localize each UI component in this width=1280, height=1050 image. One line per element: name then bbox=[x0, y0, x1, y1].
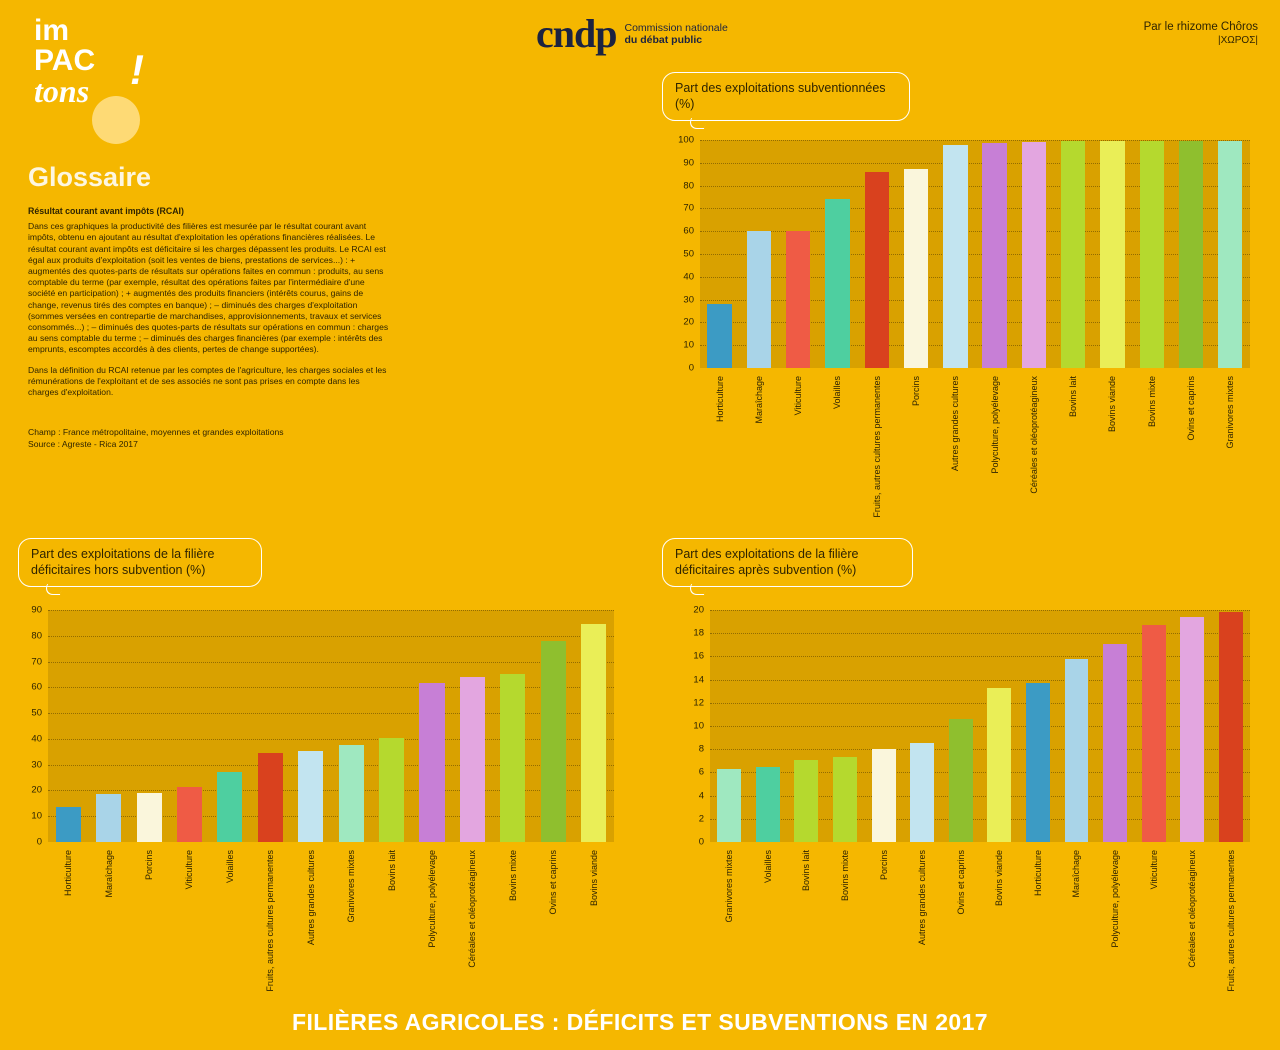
y-tick-label: 0 bbox=[36, 836, 42, 848]
bar[interactable] bbox=[379, 738, 404, 842]
bar[interactable] bbox=[943, 145, 967, 368]
bar-cell bbox=[331, 610, 371, 842]
bar[interactable] bbox=[1142, 625, 1166, 842]
x-tick-label: Volailles bbox=[224, 850, 235, 884]
glossary-body bbox=[28, 206, 392, 450]
bar[interactable] bbox=[1026, 683, 1050, 842]
bar-cell bbox=[1019, 610, 1058, 842]
y-tick-label: 16 bbox=[693, 650, 704, 662]
y-tick-label: 70 bbox=[31, 656, 42, 668]
y-tick-label: 30 bbox=[683, 294, 694, 306]
y-tick-label: 80 bbox=[31, 630, 42, 642]
cndp-subtitle-line-2: du débat public bbox=[624, 34, 703, 46]
bar-cell bbox=[710, 610, 749, 842]
y-tick-label: 100 bbox=[678, 134, 694, 146]
x-tick-label: Bovins viande bbox=[1107, 376, 1118, 433]
cndp-logo bbox=[536, 11, 728, 56]
y-tick-label: 60 bbox=[683, 225, 694, 237]
bar-cell bbox=[371, 610, 411, 842]
chart-bars-aidees bbox=[700, 140, 1250, 368]
y-tick-label: 10 bbox=[683, 339, 694, 351]
bar-cell bbox=[1096, 610, 1135, 842]
y-tick-label: 50 bbox=[683, 248, 694, 260]
chart-plot-area-deficit_hors_subvention bbox=[48, 610, 614, 842]
glossary-champ: Champ : France métropolitaine, moyennes et grandes exploitations bbox=[28, 427, 284, 438]
bar[interactable] bbox=[1103, 644, 1127, 842]
x-tick-label: Viticulture bbox=[1148, 850, 1159, 890]
x-tick-label: Polyculture, polyélevage bbox=[427, 850, 437, 948]
chart-y-axis-aidees bbox=[660, 134, 694, 374]
x-tick-label: Maraîchage bbox=[1071, 850, 1082, 898]
bar-cell bbox=[1212, 610, 1251, 842]
chart-plot-area-aidees bbox=[700, 140, 1250, 368]
y-tick-label: 8 bbox=[698, 743, 704, 755]
y-tick-label: 0 bbox=[698, 836, 704, 848]
bar[interactable] bbox=[1061, 141, 1085, 368]
glossary-source: Source : Agreste - Rica 2017 bbox=[28, 439, 138, 450]
y-tick-label: 18 bbox=[693, 627, 704, 639]
y-tick-label: 90 bbox=[31, 604, 42, 616]
glossary-source-block bbox=[28, 426, 392, 450]
y-tick-label: 90 bbox=[683, 157, 694, 169]
x-tick-label: Porcins bbox=[878, 850, 889, 881]
bar[interactable] bbox=[500, 674, 525, 842]
bar[interactable] bbox=[1140, 141, 1164, 368]
logo-line-1: im bbox=[34, 14, 70, 47]
bar[interactable] bbox=[1100, 141, 1124, 368]
bar[interactable] bbox=[541, 641, 566, 842]
bar[interactable] bbox=[872, 749, 896, 842]
bar-cell bbox=[903, 610, 942, 842]
credit-line-1: Par le rhizome Chôros bbox=[1143, 21, 1258, 33]
chart-ylabel-callout-deficit_apres_subvention: Part des exploitations de la filière déficitaires après subvention (%) bbox=[662, 538, 913, 587]
logo-line-3: tons bbox=[34, 73, 90, 109]
bar[interactable] bbox=[298, 751, 323, 843]
bar-cell bbox=[941, 610, 980, 842]
x-tick-label: Bovins viande bbox=[994, 850, 1005, 907]
bar[interactable] bbox=[1180, 617, 1204, 842]
x-tick-label: Ovins et caprins bbox=[955, 850, 966, 915]
bar-cell bbox=[896, 140, 935, 368]
bar[interactable] bbox=[1218, 141, 1242, 368]
bar-cell bbox=[1134, 610, 1173, 842]
x-tick-label: Bovins lait bbox=[801, 850, 812, 892]
bar-cell bbox=[787, 610, 826, 842]
y-tick-label: 10 bbox=[31, 810, 42, 822]
logo-text bbox=[34, 14, 96, 109]
y-tick-label: 30 bbox=[31, 759, 42, 771]
bar[interactable] bbox=[825, 199, 849, 368]
bar-cell bbox=[493, 610, 533, 842]
bar-cell bbox=[936, 140, 975, 368]
bar-cell bbox=[700, 140, 739, 368]
x-tick-label: Bovins mixte bbox=[1146, 376, 1157, 428]
x-tick-label: Ovins et caprins bbox=[1186, 376, 1197, 441]
bar[interactable] bbox=[833, 757, 857, 842]
bar-cell bbox=[250, 610, 290, 842]
x-tick-label: Bovins lait bbox=[1068, 376, 1079, 418]
x-tick-label: Bovins viande bbox=[588, 850, 599, 907]
x-tick-label: Bovins lait bbox=[386, 850, 397, 892]
bar[interactable] bbox=[717, 769, 741, 842]
y-tick-label: 20 bbox=[693, 604, 704, 616]
bar-cell bbox=[210, 610, 250, 842]
impactons-logo bbox=[26, 12, 156, 132]
bar-cell bbox=[857, 140, 896, 368]
bar[interactable] bbox=[747, 231, 771, 368]
y-tick-label: 70 bbox=[683, 202, 694, 214]
glossary-title: Glossaire bbox=[28, 162, 152, 192]
bar[interactable] bbox=[460, 677, 485, 842]
x-tick-label: Granivores mixtes bbox=[724, 850, 735, 923]
x-tick-label: Volailles bbox=[832, 376, 843, 410]
bar[interactable] bbox=[581, 624, 606, 842]
y-tick-label: 80 bbox=[683, 180, 694, 192]
cndp-wordmark: cndp bbox=[536, 11, 617, 56]
bar-cell bbox=[533, 610, 573, 842]
bar[interactable] bbox=[910, 743, 934, 842]
y-tick-label: 40 bbox=[31, 733, 42, 745]
bar-cell bbox=[169, 610, 209, 842]
bar-cell bbox=[864, 610, 903, 842]
bar[interactable] bbox=[1219, 612, 1243, 842]
bar[interactable] bbox=[258, 753, 283, 842]
bar-cell bbox=[88, 610, 128, 842]
x-tick-label: Volailles bbox=[762, 850, 773, 884]
chart-y-axis-deficit_hors_subvention bbox=[8, 604, 42, 848]
bar-cell bbox=[1171, 140, 1210, 368]
logo-line-2: PAC bbox=[34, 44, 96, 77]
x-tick-label: Polyculture, polyélevage bbox=[989, 376, 1000, 474]
footer-title: FILIÈRES AGRICOLES : DÉFICITS ET SUBVENTIONS EN 2017 bbox=[292, 1009, 988, 1035]
chart-ylabel-callout-deficit_hors_subvention: Part des exploitations de la filière déficitaires hors subvention (%) bbox=[18, 538, 262, 587]
logo-exclamation: ! bbox=[130, 46, 144, 93]
bar[interactable] bbox=[982, 143, 1006, 368]
bar[interactable] bbox=[217, 772, 242, 842]
bar-cell bbox=[1132, 140, 1171, 368]
bar-cell bbox=[818, 140, 857, 368]
bar-cell bbox=[1057, 610, 1096, 842]
x-tick-label: Granivores mixtes bbox=[346, 850, 357, 923]
x-tick-label: Fruits, autres cultures permanentes bbox=[265, 850, 276, 992]
logo-dot bbox=[92, 96, 140, 144]
bar-cell bbox=[739, 140, 778, 368]
bar[interactable] bbox=[96, 794, 121, 842]
x-tick-label: Fruits, autres cultures permanentes bbox=[871, 376, 882, 518]
bar-cell bbox=[129, 610, 169, 842]
chart-bars-deficit_apres_subvention bbox=[710, 610, 1250, 842]
glossary-heading: Résultat courant avant impôts (RCAI) bbox=[28, 206, 184, 216]
y-tick-label: 2 bbox=[698, 813, 704, 825]
x-tick-label: Ovins et caprins bbox=[548, 850, 559, 915]
bar[interactable] bbox=[865, 172, 889, 368]
x-tick-label: Fruits, autres cultures permanentes bbox=[1225, 850, 1236, 992]
bar[interactable] bbox=[339, 745, 364, 842]
bar[interactable] bbox=[707, 304, 731, 368]
bar-cell bbox=[975, 140, 1014, 368]
x-tick-label: Maraîchage bbox=[753, 376, 764, 424]
x-tick-label: Bovins mixte bbox=[840, 850, 851, 902]
bar[interactable] bbox=[177, 787, 202, 842]
x-tick-label: Granivores mixtes bbox=[1225, 376, 1236, 449]
bar[interactable] bbox=[949, 719, 973, 842]
bar[interactable] bbox=[1065, 659, 1089, 842]
x-tick-label: Horticulture bbox=[63, 850, 74, 897]
x-tick-label: Bovins mixte bbox=[507, 850, 518, 902]
y-tick-label: 10 bbox=[693, 720, 704, 732]
y-tick-label: 40 bbox=[683, 271, 694, 283]
y-tick-label: 4 bbox=[698, 790, 704, 802]
x-tick-label: Polyculture, polyélevage bbox=[1110, 850, 1121, 948]
bar[interactable] bbox=[756, 767, 780, 842]
x-tick-label: Autres grandes cultures bbox=[305, 850, 316, 946]
bar[interactable] bbox=[987, 688, 1011, 842]
x-tick-label: Viticulture bbox=[793, 376, 804, 416]
y-tick-label: 20 bbox=[683, 316, 694, 328]
bar-cell bbox=[826, 610, 865, 842]
chart-y-axis-deficit_apres_subvention bbox=[670, 604, 704, 848]
y-tick-label: 12 bbox=[693, 697, 704, 709]
bar[interactable] bbox=[1179, 141, 1203, 368]
glossary-paragraph-1: Dans ces graphiques la productivité des filières est mesurée par le résultat courant avant impôts, obtenu en ajoutant au résultat d'exploitation les opérations financières réalisées. Le résultat courant avant impôts est déficitaire si les charges dépassent les produits. Le RCAI est égal aux produits d'exploitation (soit les ventes de biens, prestations de services...) : + augmentés des quotes-parts de résultats sur opérations faites en commun : produits, au sens comptable du terme (par exemple, résultat des opérations faites par l'intermédiaire d'une société en participation) ; + augmentés des produits financiers (intérêts courus, gains de change, revenus tirés des comptes en banque) ; – diminués des charges d'exploitation (sommes versées en contrepartie de marchandises, approvisionnements, travaux et services consommés...) ; – diminués des quotes-parts de résultats sur opérations en commun : charges au sens comptable du terme ; – diminués des charges financières (par exemple : intérêts des emprunts, escomptes accordés à des clients, pertes de change supportées). bbox=[28, 221, 389, 355]
glossary-paragraph-2: Dans la définition du RCAI retenue par les comptes de l'agriculture, les charges sociales et les rémunérations de l'exploitant et de ses associés ne sont pas prises en compte dans les charges d'exploitation. bbox=[28, 364, 387, 398]
bar-cell bbox=[749, 610, 788, 842]
bar-cell bbox=[1093, 140, 1132, 368]
y-tick-label: 60 bbox=[31, 681, 42, 693]
x-tick-label: Céréales et oléoprotéagineux bbox=[1028, 376, 1039, 494]
y-tick-label: 20 bbox=[31, 784, 42, 796]
chart-bars-deficit_hors_subvention bbox=[48, 610, 614, 842]
bar-cell bbox=[1211, 140, 1250, 368]
bar-cell bbox=[291, 610, 331, 842]
bar-cell bbox=[48, 610, 88, 842]
x-tick-label: Horticulture bbox=[1032, 850, 1043, 897]
cndp-subtitle bbox=[625, 22, 728, 46]
cndp-subtitle-line-1: Commission nationale bbox=[624, 22, 728, 34]
bar[interactable] bbox=[904, 169, 928, 369]
y-tick-label: 50 bbox=[31, 707, 42, 719]
bar-cell bbox=[1173, 610, 1212, 842]
x-tick-label: Horticulture bbox=[714, 376, 725, 423]
bar-cell bbox=[573, 610, 613, 842]
chart-ylabel-callout-aidees: Part des exploitations subventionnées (%) bbox=[662, 72, 910, 121]
x-tick-label: Autres grandes cultures bbox=[917, 850, 928, 946]
y-tick-label: 0 bbox=[688, 362, 694, 374]
y-tick-label: 14 bbox=[693, 674, 704, 686]
bar-cell bbox=[779, 140, 818, 368]
bar[interactable] bbox=[137, 793, 162, 842]
bar-cell bbox=[452, 610, 492, 842]
bar[interactable] bbox=[1022, 142, 1046, 368]
bar-cell bbox=[980, 610, 1019, 842]
x-tick-label: Viticulture bbox=[184, 850, 195, 890]
bar-cell bbox=[1014, 140, 1053, 368]
x-tick-label: Céréales et oléoprotéagineux bbox=[1187, 850, 1198, 968]
bar[interactable] bbox=[419, 683, 444, 842]
bar[interactable] bbox=[794, 760, 818, 842]
x-tick-label: Porcins bbox=[144, 850, 155, 881]
credit-line-2: |ΧΩΡΟΣ| bbox=[1218, 35, 1258, 46]
credit bbox=[1144, 20, 1258, 48]
bar-cell bbox=[412, 610, 452, 842]
bar[interactable] bbox=[56, 807, 81, 842]
x-tick-label: Autres grandes cultures bbox=[950, 376, 961, 472]
x-tick-label: Maraîchage bbox=[103, 850, 114, 898]
chart-plot-area-deficit_apres_subvention bbox=[710, 610, 1250, 842]
x-tick-label: Céréales et oléoprotéagineux bbox=[467, 850, 478, 968]
bar[interactable] bbox=[786, 231, 810, 368]
y-tick-label: 6 bbox=[698, 766, 704, 778]
x-tick-label: Porcins bbox=[911, 376, 922, 407]
bar-cell bbox=[1054, 140, 1093, 368]
